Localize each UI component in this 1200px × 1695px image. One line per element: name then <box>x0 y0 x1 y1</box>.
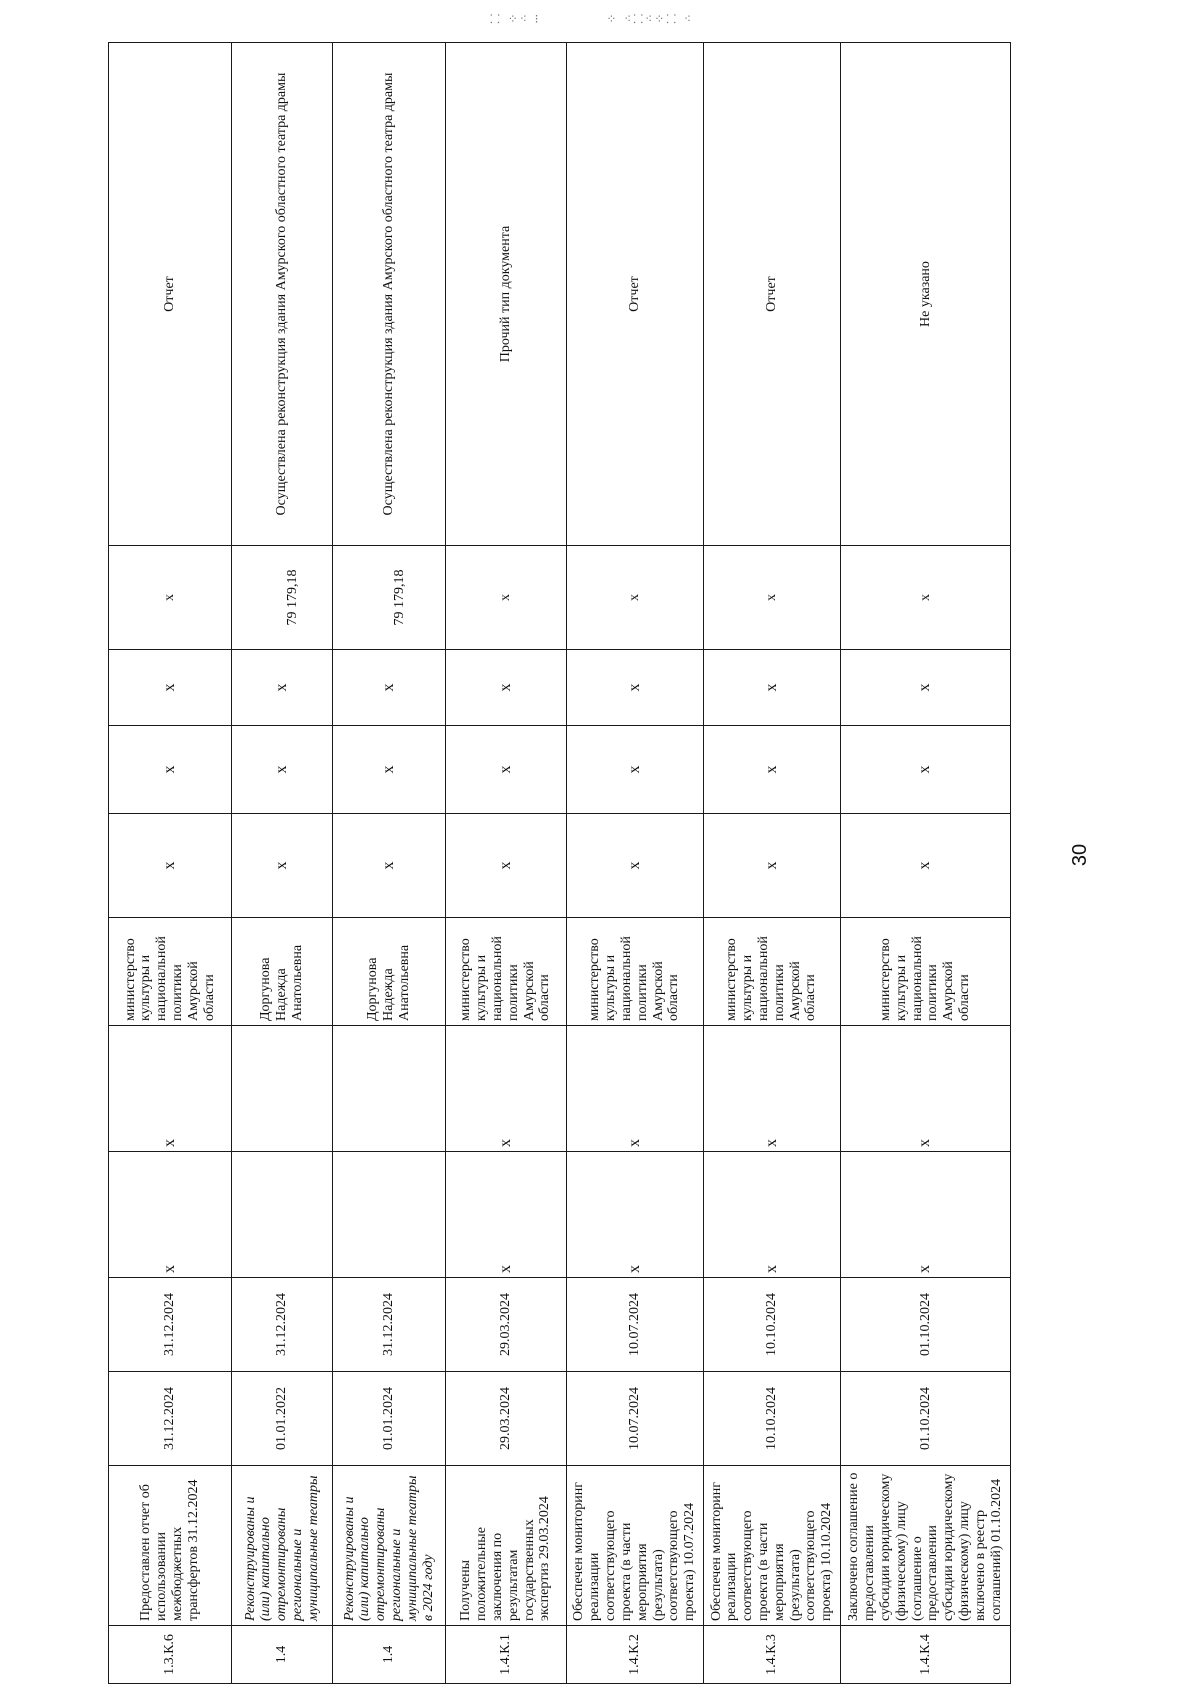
start-date: 01.10.2024 <box>840 1372 1010 1466</box>
row-name: Реконструированы и (или) капитально отремонтированы региональные и муниципальные театры <box>232 1466 333 1626</box>
result-cell: Отчет <box>703 43 840 546</box>
mark-cell: х <box>703 1152 840 1278</box>
x-cell: х <box>232 650 333 726</box>
x-cell: х <box>566 814 703 918</box>
mark-cell <box>232 1152 333 1278</box>
mark-cell: х <box>109 1152 232 1278</box>
row-name: Заключено соглашение о предоставлении субсидии юридическому (физическому) лицу (соглашение о предоставлении субсидии юридическому (физическому) лицу включено в реестр соглашений) 01.10.2024 <box>840 1466 1010 1626</box>
mark-cell: х <box>840 1026 1010 1152</box>
mark-cell: х <box>445 1026 566 1152</box>
start-date: 31.12.2024 <box>109 1372 232 1466</box>
table-row <box>333 43 446 1684</box>
start-date: 10.07.2024 <box>566 1372 703 1466</box>
start-date: 01.01.2024 <box>333 1372 446 1466</box>
x-cell: х <box>109 814 232 918</box>
mark-cell: х <box>703 1026 840 1152</box>
x-cell: х <box>840 814 1010 918</box>
end-date: 10.10.2024 <box>703 1278 840 1372</box>
responsible-cell: министерство культуры и национальной политики Амурской области <box>109 918 232 1026</box>
responsible-cell: министерство культуры и национальной политики Амурской области <box>566 918 703 1026</box>
x-cell: х <box>840 726 1010 814</box>
amount-cell: 79 179,18 <box>333 546 446 650</box>
start-date: 01.01.2022 <box>232 1372 333 1466</box>
amount-cell: х <box>566 546 703 650</box>
row-number: 1.3.К.6 <box>109 1626 232 1684</box>
table-row <box>109 43 232 1684</box>
mark-cell: х <box>445 1152 566 1278</box>
table-row <box>703 43 840 1684</box>
x-cell: х <box>333 726 446 814</box>
x-cell: х <box>445 650 566 726</box>
amount-cell: 79 179,18 <box>232 546 333 650</box>
page-number: 30 <box>1068 843 1091 867</box>
row-number: 1.4.К.2 <box>566 1626 703 1684</box>
row-name: Получены положительные заключения по результатам государственных экспертиз 29.03.2024 <box>445 1466 566 1626</box>
result-cell: Прочий тип документа <box>445 43 566 546</box>
end-date: 01.10.2024 <box>840 1278 1010 1372</box>
responsible-cell: Доргунова Надежда Анатольевна <box>232 918 333 1026</box>
x-cell: х <box>566 726 703 814</box>
row-name: Обеспечен мониторинг реализации соответствующего проекта (в части мероприятия (результата) соответствующего проекта) 10.10.2024 <box>703 1466 840 1626</box>
table-row <box>840 43 1010 1684</box>
scan-artifact-left: ⸬ ⁘⁖ ⁝ <box>490 12 541 26</box>
row-name: Обеспечен мониторинг реализации соответствующего проекта (в части мероприятия (результата) соответствующего проекта) 10.07.2024 <box>566 1466 703 1626</box>
amount-cell: х <box>703 546 840 650</box>
x-cell: х <box>703 814 840 918</box>
result-cell: Осуществлена реконструкция здания Амурского областного театра драмы <box>232 43 333 546</box>
x-cell: х <box>445 726 566 814</box>
mark-cell: х <box>109 1026 232 1152</box>
end-date: 31.12.2024 <box>232 1278 333 1372</box>
x-cell: х <box>232 814 333 918</box>
x-cell: х <box>232 726 333 814</box>
result-cell: Осуществлена реконструкция здания Амурского областного театра драмы <box>333 43 446 546</box>
x-cell: х <box>445 814 566 918</box>
responsible-cell: министерство культуры и национальной политики Амурской области <box>840 918 1010 1026</box>
start-date: 29.03.2024 <box>445 1372 566 1466</box>
responsible-cell: министерство культуры и национальной политики Амурской области <box>703 918 840 1026</box>
amount-cell: х <box>445 546 566 650</box>
x-cell: х <box>333 650 446 726</box>
amount-cell: х <box>840 546 1010 650</box>
row-number: 1.4.К.1 <box>445 1626 566 1684</box>
table-row <box>566 43 703 1684</box>
end-date: 31.12.2024 <box>109 1278 232 1372</box>
x-cell: х <box>109 726 232 814</box>
row-name: Предоставлен отчет об использовании межбюджетных трансфертов 31.12.2024 <box>109 1466 232 1626</box>
mark-cell: х <box>840 1152 1010 1278</box>
row-number: 1.4.К.4 <box>840 1626 1010 1684</box>
mark-cell <box>333 1026 446 1152</box>
x-cell: х <box>333 814 446 918</box>
mark-cell <box>333 1152 446 1278</box>
scan-artifact-right: ⁘ ⁖⸬⁖⁘⸬ ⁖ <box>606 12 694 26</box>
x-cell: х <box>566 650 703 726</box>
end-date: 29.03.2024 <box>445 1278 566 1372</box>
row-number: 1.4.К.3 <box>703 1626 840 1684</box>
table-row <box>232 43 333 1684</box>
x-cell: х <box>109 650 232 726</box>
mark-cell: х <box>566 1152 703 1278</box>
x-cell: х <box>703 726 840 814</box>
start-date: 10.10.2024 <box>703 1372 840 1466</box>
end-date: 10.07.2024 <box>566 1278 703 1372</box>
responsible-cell: Доргунова Надежда Анатольевна <box>333 918 446 1026</box>
scan-artifact <box>490 10 753 27</box>
responsible-cell: министерство культуры и национальной политики Амурской области <box>445 918 566 1026</box>
result-cell: Не указано <box>840 43 1010 546</box>
row-name: Реконструированы и (или) капитально отремонтированы региональные и муниципальные театры в 2024 году <box>333 1466 446 1626</box>
row-number: 1.4 <box>232 1626 333 1684</box>
result-cell: Отчет <box>109 43 232 546</box>
result-cell: Отчет <box>566 43 703 546</box>
rotated-page <box>108 47 1011 1684</box>
x-cell: х <box>703 650 840 726</box>
amount-cell: х <box>109 546 232 650</box>
schedule-table <box>108 42 1011 1684</box>
x-cell: х <box>840 650 1010 726</box>
table-row <box>445 43 566 1684</box>
end-date: 31.12.2024 <box>333 1278 446 1372</box>
row-number: 1.4 <box>333 1626 446 1684</box>
mark-cell: х <box>566 1026 703 1152</box>
mark-cell <box>232 1026 333 1152</box>
